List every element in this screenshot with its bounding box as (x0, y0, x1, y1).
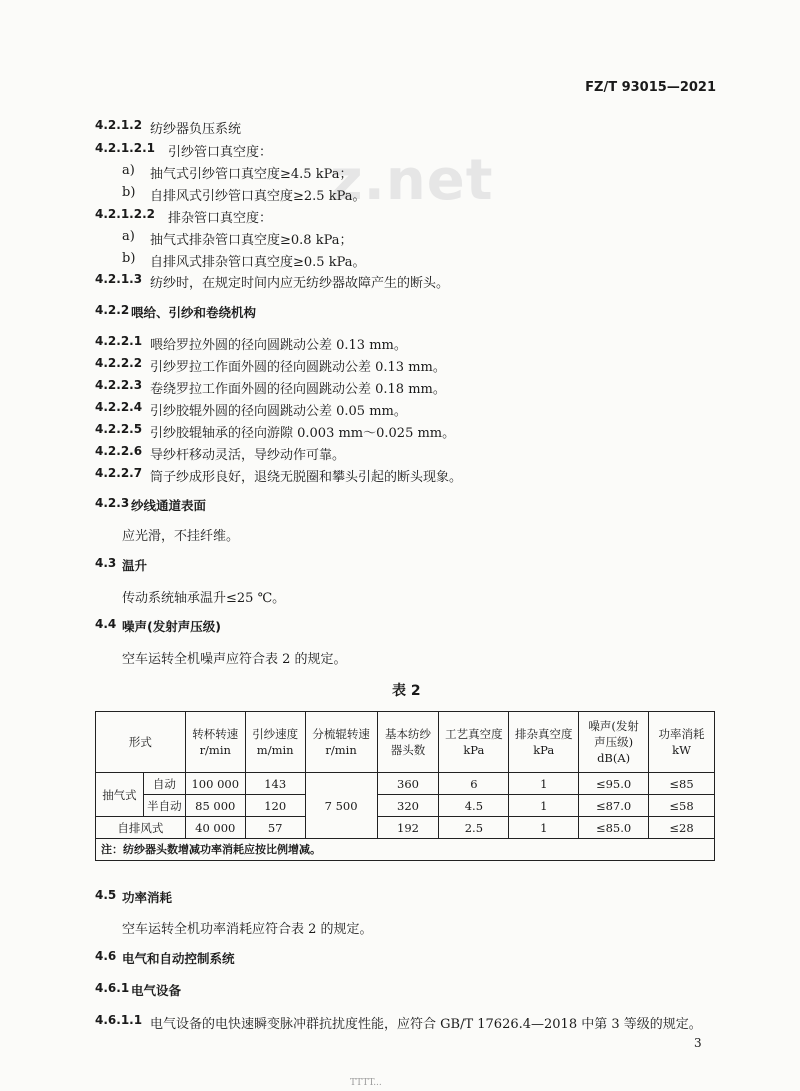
clause-text: 纺纱器负压系统 (150, 122, 242, 137)
clause-number: 4.6.1.1 (95, 1013, 143, 1027)
section-heading: 喂给、引纱和卷绕机构 (131, 305, 257, 320)
watermark: z.net (330, 148, 494, 213)
cell-form: 半自动 (143, 795, 185, 817)
clause-text: 传动系统轴承温升≤25 ℃。 (122, 591, 286, 606)
clause-number: 4.2.2.6 (95, 444, 143, 458)
cell-waste: 1 (509, 773, 579, 795)
header-waste-vacuum: 排杂真空度 kPa (509, 712, 579, 773)
cell-power: ≤58 (649, 795, 715, 817)
section-heading: 电气设备 (131, 983, 182, 998)
table-row (96, 795, 715, 817)
cell-power: ≤28 (649, 817, 715, 839)
clause-number: a) (122, 229, 135, 244)
header-yarn-speed: 引纱速度 m/min (245, 712, 305, 773)
clause-text: 应光滑，不挂纤维。 (122, 529, 240, 544)
table-note: 注：纺纱器头数增减功率消耗应按比例增减。 (96, 839, 715, 861)
cell-vac: 2.5 (439, 817, 509, 839)
clause-number: 4.6.1 (95, 981, 130, 995)
clause-text: 引纱管口真空度： (168, 145, 273, 160)
clause-number: 4.2.2 (95, 303, 130, 317)
cell-heads: 192 (377, 817, 439, 839)
table-row (96, 817, 715, 839)
header-process-vacuum: 工艺真空度 kPa (439, 712, 509, 773)
group-label: 抽气式 (96, 773, 144, 817)
clause-text: 排杂管口真空度： (168, 211, 273, 226)
cell-power: ≤85 (649, 773, 715, 795)
clause-text: 筒子纱成形良好，退绕无脱圈和攀头引起的断头现象。 (150, 470, 463, 485)
clause-number: 4.2.3 (95, 496, 130, 510)
cell-comb-speed: 7 500 (305, 773, 377, 839)
header-comb-speed: 分梳辊转速 r/min (305, 712, 377, 773)
clause-text: 纺纱时，在规定时间内应无纺纱器故障产生的断头。 (150, 276, 450, 291)
cell-cup: 40 000 (185, 817, 245, 839)
clause-text: 空车运转全机噪声应符合表 2 的规定。 (122, 652, 347, 667)
clause-number: 4.2.2.3 (95, 378, 143, 392)
clause-text: 自排风式排杂管口真空度≥0.5 kPa。 (150, 255, 366, 270)
clause-number: 4.6 (95, 949, 117, 963)
cell-form: 自排风式 (96, 817, 186, 839)
header-cup-speed: 转杯转速 r/min (185, 712, 245, 773)
table-note-row (96, 839, 715, 861)
clause-number: 4.2.1.2 (95, 118, 143, 132)
header-heads: 基本纺纱 器头数 (377, 712, 439, 773)
clause-text: 引纱胶辊轴承的径向游隙 0.003 mm～0.025 mm。 (150, 426, 456, 441)
clause-number: 4.4 (95, 617, 117, 631)
table-header-row (96, 712, 715, 773)
cell-noise: ≤85.0 (579, 817, 649, 839)
section-heading: 噪声(发射声压级) (122, 619, 221, 634)
cell-yarn: 120 (245, 795, 305, 817)
section-heading: 电气和自动控制系统 (122, 951, 235, 966)
clause-number: b) (122, 185, 136, 200)
table-row (96, 773, 715, 795)
cell-form: 自动 (143, 773, 185, 795)
cell-heads: 320 (377, 795, 439, 817)
clause-number: a) (122, 163, 135, 178)
clause-text: 喂给罗拉外圆的径向圆跳动公差 0.13 mm。 (150, 338, 407, 353)
cell-yarn: 143 (245, 773, 305, 795)
clause-text: 卷绕罗拉工作面外圆的径向圆跳动公差 0.18 mm。 (150, 382, 446, 397)
header-power: 功率消耗 kW (649, 712, 715, 773)
clause-text: 引纱胶辊外圆的径向圆跳动公差 0.05 mm。 (150, 404, 407, 419)
spec-table (95, 711, 715, 861)
cell-noise: ≤87.0 (579, 795, 649, 817)
clause-number: 4.2.2.5 (95, 422, 143, 436)
section-heading: 纱线通道表面 (131, 498, 207, 513)
clause-number: 4.2.2.1 (95, 334, 143, 348)
clause-number: 4.2.2.7 (95, 466, 143, 480)
cell-heads: 360 (377, 773, 439, 795)
clause-text: 引纱罗拉工作面外圆的径向圆跳动公差 0.13 mm。 (150, 360, 446, 375)
clause-text: 空车运转全机功率消耗应符合表 2 的规定。 (122, 922, 373, 937)
clause-number: 4.2.1.3 (95, 272, 143, 286)
cell-vac: 4.5 (439, 795, 509, 817)
cell-yarn: 57 (245, 817, 305, 839)
clause-text: 导纱杆移动灵活，导纱动作可靠。 (150, 448, 346, 463)
clause-text: 自排风式引纱管口真空度≥2.5 kPa。 (150, 189, 366, 204)
cell-cup: 100 000 (185, 773, 245, 795)
cell-waste: 1 (509, 795, 579, 817)
clause-number: 4.2.2.2 (95, 356, 143, 370)
section-heading: 功率消耗 (122, 890, 173, 905)
document-code: FZ/T 93015—2021 (585, 80, 716, 95)
footer-mark: TTTT... (350, 1078, 382, 1088)
clause-number: 4.2.2.4 (95, 400, 143, 414)
clause-number: 4.2.1.2.1 (95, 141, 155, 155)
clause-number: 4.3 (95, 556, 117, 570)
clause-number: b) (122, 251, 136, 266)
table-caption: 表 2 (392, 683, 421, 699)
cell-vac: 6 (439, 773, 509, 795)
header-noise: 噪声(发射 声压级) dB(A) (579, 712, 649, 773)
header-form: 形式 (96, 712, 186, 773)
cell-noise: ≤95.0 (579, 773, 649, 795)
section-heading: 温升 (122, 558, 148, 573)
page-number: 3 (694, 1036, 702, 1050)
clause-number: 4.2.1.2.2 (95, 207, 155, 221)
clause-text: 抽气式排杂管口真空度≥0.8 kPa； (150, 233, 353, 248)
clause-number: 4.5 (95, 888, 117, 902)
cell-waste: 1 (509, 817, 579, 839)
cell-cup: 85 000 (185, 795, 245, 817)
clause-text: 抽气式引纱管口真空度≥4.5 kPa； (150, 167, 353, 182)
clause-text: 电气设备的电快速瞬变脉冲群抗扰度性能，应符合 GB/T 17626.4—2018 中第 3 等级的规定。 (150, 1017, 702, 1032)
